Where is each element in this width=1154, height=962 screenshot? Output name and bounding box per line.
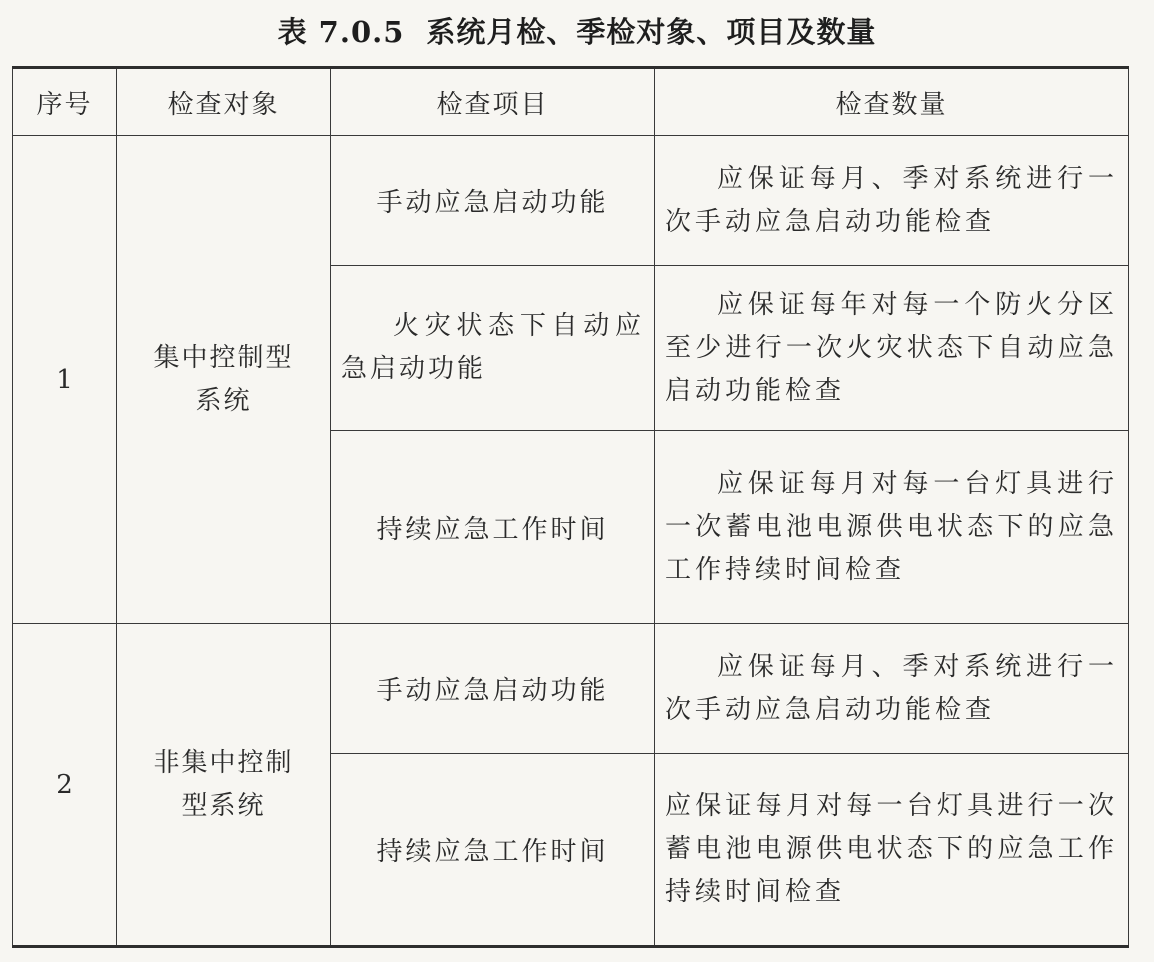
item-cell bbox=[331, 136, 655, 266]
item-text: 持续应急工作时间 bbox=[376, 837, 609, 867]
table-row bbox=[13, 136, 1129, 266]
inspection-table bbox=[12, 66, 1129, 948]
header-serial: 序号 bbox=[13, 68, 117, 136]
object-text: 集中控制型系统 bbox=[153, 342, 294, 416]
serial-cell: 1 bbox=[13, 136, 117, 624]
table-title bbox=[0, 10, 1154, 51]
serial-cell: 2 bbox=[13, 624, 117, 947]
quantity-text: 应保证每月对每一台灯具进行一次蓄电池电源供电状态下的应急工作持续时间检查 bbox=[665, 468, 1118, 585]
table-row bbox=[13, 624, 1129, 754]
quantity-text: 应保证每月、季对系统进行一次手动应急启动功能检查 bbox=[665, 163, 1118, 237]
quantity-cell bbox=[655, 624, 1129, 754]
header-object: 检查对象 bbox=[117, 68, 331, 136]
header-item: 检查项目 bbox=[331, 68, 655, 136]
quantity-cell bbox=[655, 431, 1129, 624]
item-text: 手动应急启动功能 bbox=[376, 188, 609, 218]
item-cell bbox=[331, 754, 655, 947]
item-cell bbox=[331, 431, 655, 624]
quantity-cell bbox=[655, 754, 1129, 947]
header-row bbox=[13, 68, 1129, 136]
quantity-text: 应保证每年对每一个防火分区至少进行一次火灾状态下自动应急启动功能检查 bbox=[665, 289, 1118, 406]
table-number: 表 7.0.5 bbox=[277, 15, 405, 49]
item-text: 持续应急工作时间 bbox=[376, 514, 609, 545]
item-cell bbox=[331, 624, 655, 754]
item-text: 火灾状态下自动应急启动功能 bbox=[341, 311, 644, 384]
quantity-text: 应保证每月、季对系统进行一次手动应急启动功能检查 bbox=[665, 651, 1118, 725]
quantity-cell bbox=[655, 266, 1129, 431]
table-caption: 系统月检、季检对象、项目及数量 bbox=[426, 15, 877, 49]
item-text: 手动应急启动功能 bbox=[376, 676, 609, 706]
object-cell bbox=[117, 624, 331, 947]
quantity-text: 应保证每月对每一台灯具进行一次蓄电池电源供电状态下的应急工作持续时间检查 bbox=[665, 791, 1118, 907]
object-cell bbox=[117, 136, 331, 624]
quantity-cell bbox=[655, 136, 1129, 266]
object-text: 非集中控制型系统 bbox=[153, 747, 294, 821]
header-quantity: 检查数量 bbox=[655, 68, 1129, 136]
item-cell bbox=[331, 266, 655, 431]
